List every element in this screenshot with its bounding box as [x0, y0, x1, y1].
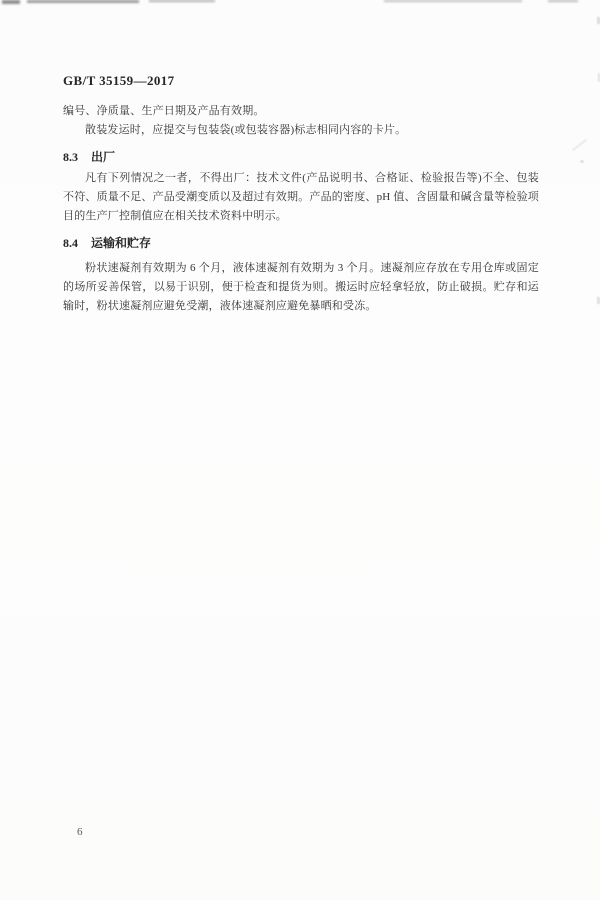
standard-number-header: GB/T 35159—2017: [63, 73, 175, 88]
section-8-3-number: 8.3: [63, 150, 78, 164]
carryover-paragraph: 编号、净质量、生产日期及产品有效期。: [63, 105, 265, 117]
section-8-4-number: 8.4: [63, 236, 78, 250]
page-number: 6: [77, 826, 83, 838]
section-8-4-body: 粉状速凝剂有效期为 6 个月，液体速凝剂有效期为 3 个月。速凝剂应存放在专用仓库或固定的场所妥善保管，以易于识别，便于检查和提货为则。搬运时应轻拿轻放，防止破损。贮存和运输时，粉状速凝剂应避免受潮，液体速凝剂应避免暴晒和受冻。: [63, 262, 539, 312]
scan-artifact: [384, 0, 522, 2]
scan-artifact: [27, 0, 139, 3]
section-8-3-body: 凡有下列情况之一者，不得出厂：技术文件(产品说明书、合格证、检验报告等)不全、包装不符、质量不足、产品受潮变质以及超过有效期。产品的密度、pH 值、含固量和碱含量等检验项目的生产厂控制值应在相关技术资料中明示。: [63, 172, 539, 222]
section-8-4-heading: [63, 234, 539, 252]
scan-artifact: [2, 0, 20, 4]
document-content: [63, 73, 539, 316]
section-8-3-heading: [63, 148, 539, 166]
section-8-4-title: 运输和贮存: [91, 236, 152, 250]
scan-artifact: [572, 139, 587, 151]
scan-artifact: [580, 160, 584, 163]
bulk-shipping-paragraph: 散装发运时，应提交与包装袋(或包装容器)标志相同内容的卡片。: [85, 124, 407, 136]
scan-artifact: [149, 0, 215, 2]
section-8-3-title: 出厂: [91, 150, 116, 164]
scan-artifact: [548, 0, 578, 2]
